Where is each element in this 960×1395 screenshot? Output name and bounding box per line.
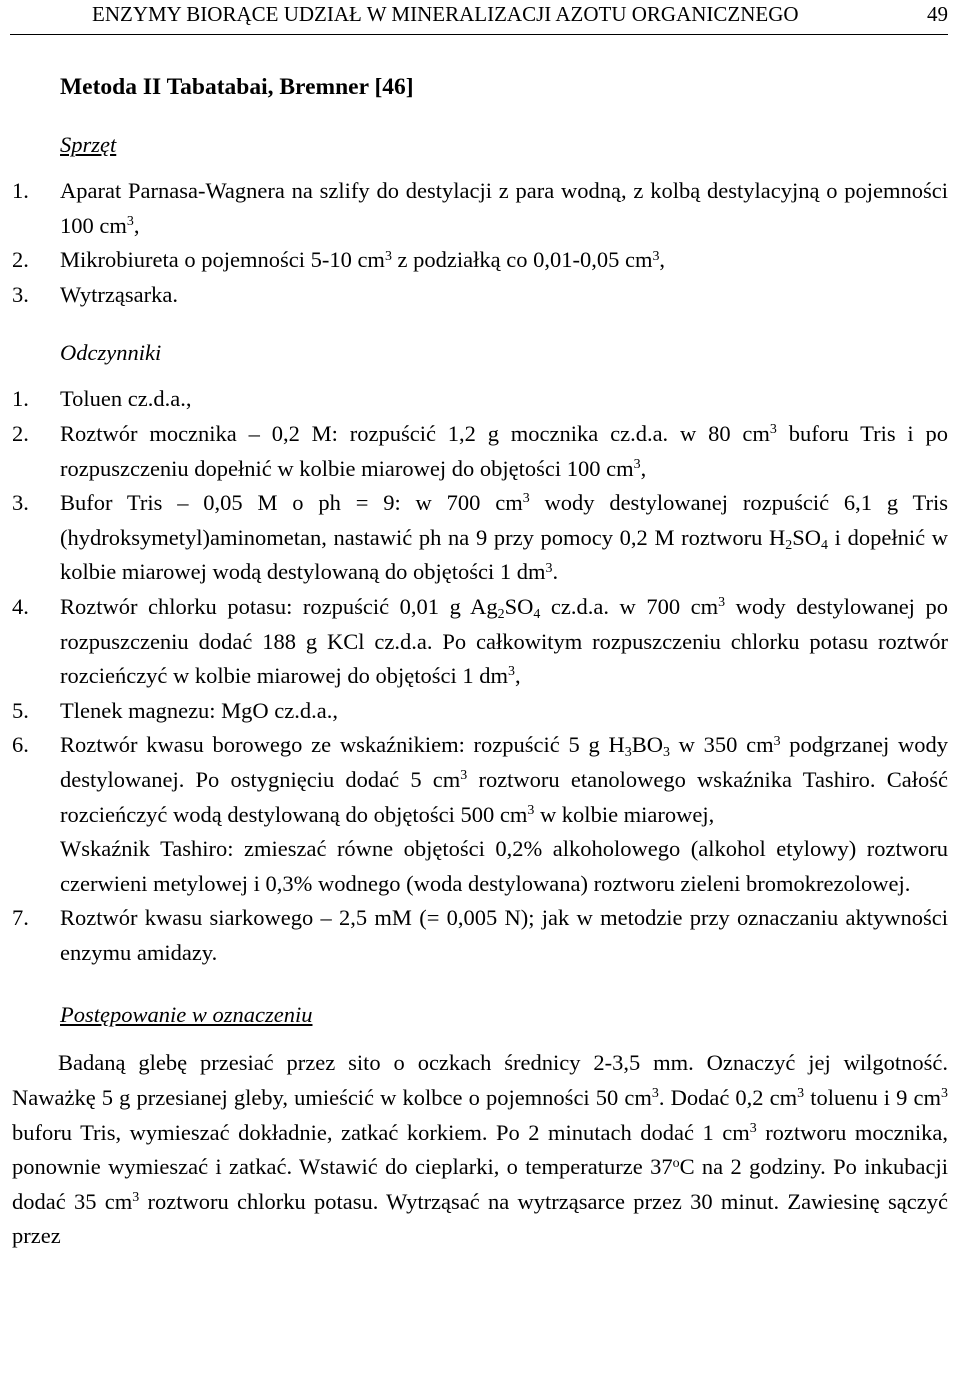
reagent-item: 7. Roztwór kwasu siarkowego – 2,5 mM (= 0,005 N); jak w metodzie przy oznaczaniu aktywności enzymu amidazy. [12, 901, 948, 970]
item-number: 7. [12, 905, 29, 931]
item-number: 3. [12, 490, 29, 516]
reagents-list [12, 382, 948, 970]
section-title: Metoda II Tabatabai, Bremner [46] [60, 74, 414, 100]
reagent-item: 1. Toluen cz.d.a., [12, 382, 948, 417]
equipment-item: 1. Aparat Parnasa-Wagnera na szlify do destylacji z para wodną, z kolbą destylacyjną o pojemności 100 $cm^3$, [12, 174, 948, 243]
reagent-item: 4. Roztwór chlorku potasu: rozpuścić 0,01 g $Ag_2SO_4$ cz.d.a. w 700 $cm^3$ wody destylowanej po rozpuszczeniu dodać 188 g KCl cz.d.a. Po całkowitym rozpuszczeniu chlorku potasu roztwór rozcieńczyć w kolbie miarowej do objętości 1 $dm^3$, [12, 590, 948, 694]
item-number: 2. [12, 247, 29, 273]
item-number: 1. [12, 178, 29, 203]
equipment-heading: Sprzęt [60, 132, 117, 157]
equipment-item: 2. Mikrobiureta o pojemności 5-10 $cm^3$ z podziałką co 0,01-0,05 $cm^3$, [12, 243, 948, 278]
item-number: 4. [12, 593, 29, 619]
procedure-heading: Postępowanie w oznaczeniu [60, 1002, 313, 1028]
reagent-item: 6. Roztwór kwasu borowego ze wskaźnikiem: rozpuścić 5 g $H_3BO_3$ w 350 $cm^3$ podgrzanej wody destylowanej. Po ostygnięciu dodać 5 $cm^3$ roztworu etanolowego wskaźnika Tashiro. Całość rozcieńczyć wodą destylowaną do objętości 500 $cm^3$ w kolbie miarowej, [12, 728, 948, 832]
item-number: 2. [12, 420, 29, 446]
reagent-item: 5. Tlenek magnezu: MgO cz.d.a., [12, 694, 948, 729]
reagent-note: Wskaźnik Tashiro: zmieszać równe objętości 0,2% alkoholowego (alkohol etylowy) roztworu czerwieni metylowej i 0,3% wodnego (woda destylowana) roztworu zieleni bromokrezolowej. [60, 836, 948, 896]
running-header [10, 0, 948, 35]
reagents-heading: Odczynniki [60, 340, 162, 366]
running-header-title: ENZYMY BIORĄCE UDZIAŁ W MINERALIZACJI AZOTU ORGANICZNEGO [92, 2, 799, 26]
item-number: 6. [12, 732, 29, 758]
equipment-item: 3. Wytrząsarka. [12, 278, 948, 313]
page-content [12, 70, 948, 1254]
equipment-list [12, 174, 948, 312]
page-number: 49 [927, 2, 948, 26]
item-number: 5. [12, 697, 29, 723]
item-number: 1. [12, 386, 29, 412]
procedure-paragraph: Badaną glebę przesiać przez sito o oczkach średnicy 2-3,5 mm. Oznaczyć jej wilgotność. Naważkę 5 g przesianej gleby, umieścić w kolbce o pojemności 50 $cm^3$. Dodać 0,2 $cm^3$ toluenu i 9 $cm^3$ buforu Tris, wymieszać dokładnie, zatkać korkiem. Po 2 minutach dodać 1 $cm^3$ roztworu mocznika, ponownie wymieszać i zatkać. Wstawić do cieplarki, o temperaturze 37$^o$C na 2 godziny. Po inkubacji dodać 35 $cm^3$ roztworu chlorku potasu. Wytrząsać na wytrząsarce przez 30 minut. Zawiesinę sączyć przez [12, 1050, 949, 1249]
item-number: 3. [12, 281, 29, 307]
reagent-item: 3. Bufor Tris – 0,05 M o ph = 9: w 700 $cm^3$ wody destylowanej rozpuścić 6,1 g Tris (hydroksymetyl)aminometan, nastawić ph na 9 przy pomocy 0,2 M roztworu $H_2SO_4$ i dopełnić w kolbie miarowej wodą destylowaną do objętości 1 $dm^3$. [12, 486, 948, 590]
reagent-item: 2. Roztwór mocznika – 0,2 M: rozpuścić 1,2 g mocznika cz.d.a. w 80 $cm^3$ buforu Tris i po rozpuszczeniu dopełnić w kolbie miarowej do objętości 100 $cm^3$, [12, 417, 948, 486]
